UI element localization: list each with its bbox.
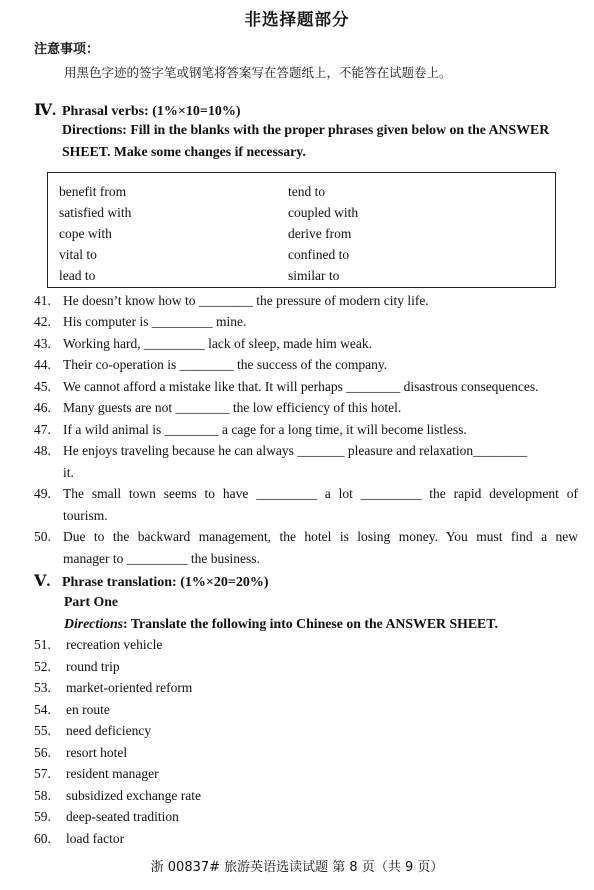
item-text: resident manager <box>66 766 159 781</box>
item-number: 57. <box>34 766 51 781</box>
translation-item-54 <box>34 702 110 718</box>
item-number: 59. <box>34 809 51 824</box>
question-number: 41. <box>34 293 51 308</box>
question-text: Working hard, _________ lack of sleep, made him weak. <box>63 336 372 351</box>
section-4-heading <box>34 100 241 120</box>
item-number: 52. <box>34 659 51 674</box>
question-48 <box>34 440 578 483</box>
phrase-column-right <box>288 181 358 286</box>
question-46 <box>34 397 578 419</box>
question-number: 45. <box>34 379 51 394</box>
item-number: 60. <box>34 831 51 846</box>
phrase-item: cope with <box>59 226 112 241</box>
question-42 <box>34 311 578 333</box>
question-45 <box>34 376 578 398</box>
question-number: 48. <box>34 443 51 458</box>
phrase-item: benefit from <box>59 184 127 199</box>
section-4-directions-2: SHEET. Make some changes if necessary. <box>62 144 306 159</box>
section-5-heading <box>34 571 269 591</box>
item-text: en route <box>66 702 110 717</box>
item-number: 51. <box>34 637 51 652</box>
phrase-item: derive from <box>288 226 352 241</box>
item-text: round trip <box>66 659 120 674</box>
phrase-item: tend to <box>288 184 326 199</box>
question-text: Due to the backward management, the hotel is losing money. You must find a new <box>63 529 578 544</box>
page-footer: 浙 00837# 旅游英语选读试题 第 8 页（共 9 页） <box>150 860 444 875</box>
item-text: recreation vehicle <box>66 637 163 652</box>
directions-label: Directions <box>64 616 124 631</box>
phrase-item: lead to <box>59 268 96 283</box>
page-title: 非选择题部分 <box>244 10 350 29</box>
question-43 <box>34 333 578 355</box>
question-text: He doesn’t know how to ________ the pressure of modern city life. <box>63 293 429 308</box>
translation-item-59 <box>34 809 179 825</box>
item-text: resort hotel <box>66 745 128 760</box>
part-one-heading: Part One <box>64 594 119 609</box>
question-text: He enjoys traveling because he can always _______ pleasure and relaxation________ <box>63 443 528 458</box>
notice-heading: 注意事项： <box>34 42 100 57</box>
question-number: 42. <box>34 314 51 329</box>
phrase-box <box>47 172 556 288</box>
question-text: His computer is _________ mine. <box>63 314 247 329</box>
phrase-item: satisfied with <box>59 205 132 220</box>
question-44 <box>34 354 578 376</box>
question-number: 43. <box>34 336 51 351</box>
translation-item-56 <box>34 745 127 761</box>
translation-item-60 <box>34 831 124 847</box>
phrase-item: similar to <box>288 268 340 283</box>
item-number: 55. <box>34 723 51 738</box>
translation-item-58 <box>34 788 201 804</box>
item-number: 56. <box>34 745 51 760</box>
question-continuation: manager to _________ the business. <box>63 550 260 566</box>
question-text: We cannot afford a mistake like that. It will perhaps ________ disastrous consequences. <box>63 379 539 394</box>
item-text: deep-seated tradition <box>66 809 179 824</box>
question-text: The small town seems to have _________ a lot _________ the rapid development of <box>63 486 578 501</box>
directions-text: : Translate the following into Chinese on the ANSWER SHEET. <box>123 616 498 631</box>
translation-item-55 <box>34 723 151 739</box>
question-continuation: it. <box>63 464 74 480</box>
phrase-item: confined to <box>288 247 350 262</box>
section-4-number: Ⅳ. <box>34 102 57 119</box>
question-50 <box>34 526 578 569</box>
item-text: subsidized exchange rate <box>66 788 201 803</box>
section-5-directions <box>64 616 498 632</box>
translation-item-57 <box>34 766 159 782</box>
item-number: 54. <box>34 702 51 717</box>
question-41 <box>34 290 578 312</box>
section-4-directions-1: Directions: Fill in the blanks with the proper phrases given below on the ANSWER <box>62 122 550 137</box>
question-text: Many guests are not ________ the low efficiency of this hotel. <box>63 400 402 415</box>
phrase-item: vital to <box>59 247 97 262</box>
question-number: 47. <box>34 422 51 437</box>
section-5-title: Phrase translation: (1%×20=20%) <box>62 575 269 590</box>
item-number: 53. <box>34 680 51 695</box>
question-text: If a wild animal is ________ a cage for a long time, it will become listless. <box>63 422 467 437</box>
translation-item-51 <box>34 637 162 653</box>
section-5-number: Ⅴ. <box>34 573 51 590</box>
question-text: Their co-operation is ________ the success of the company. <box>63 357 388 372</box>
item-text: market-oriented reform <box>66 680 193 695</box>
question-number: 44. <box>34 357 51 372</box>
question-47 <box>34 419 578 441</box>
question-number: 50. <box>34 529 51 544</box>
phrase-item: coupled with <box>288 205 359 220</box>
question-49 <box>34 483 578 526</box>
section-4-title: Phrasal verbs: (1%×10=10%) <box>62 104 241 119</box>
notice-text: 用黑色字迹的签字笔或钢笔将答案写在答题纸上，不能答在试题卷上。 <box>64 65 452 80</box>
item-text: load factor <box>66 831 125 846</box>
item-number: 58. <box>34 788 51 803</box>
question-continuation: tourism. <box>63 507 108 523</box>
item-text: need deficiency <box>66 723 152 738</box>
question-number: 46. <box>34 400 51 415</box>
question-number: 49. <box>34 486 51 501</box>
phrase-column-left <box>59 181 131 286</box>
translation-item-52 <box>34 659 120 675</box>
translation-item-53 <box>34 680 192 696</box>
